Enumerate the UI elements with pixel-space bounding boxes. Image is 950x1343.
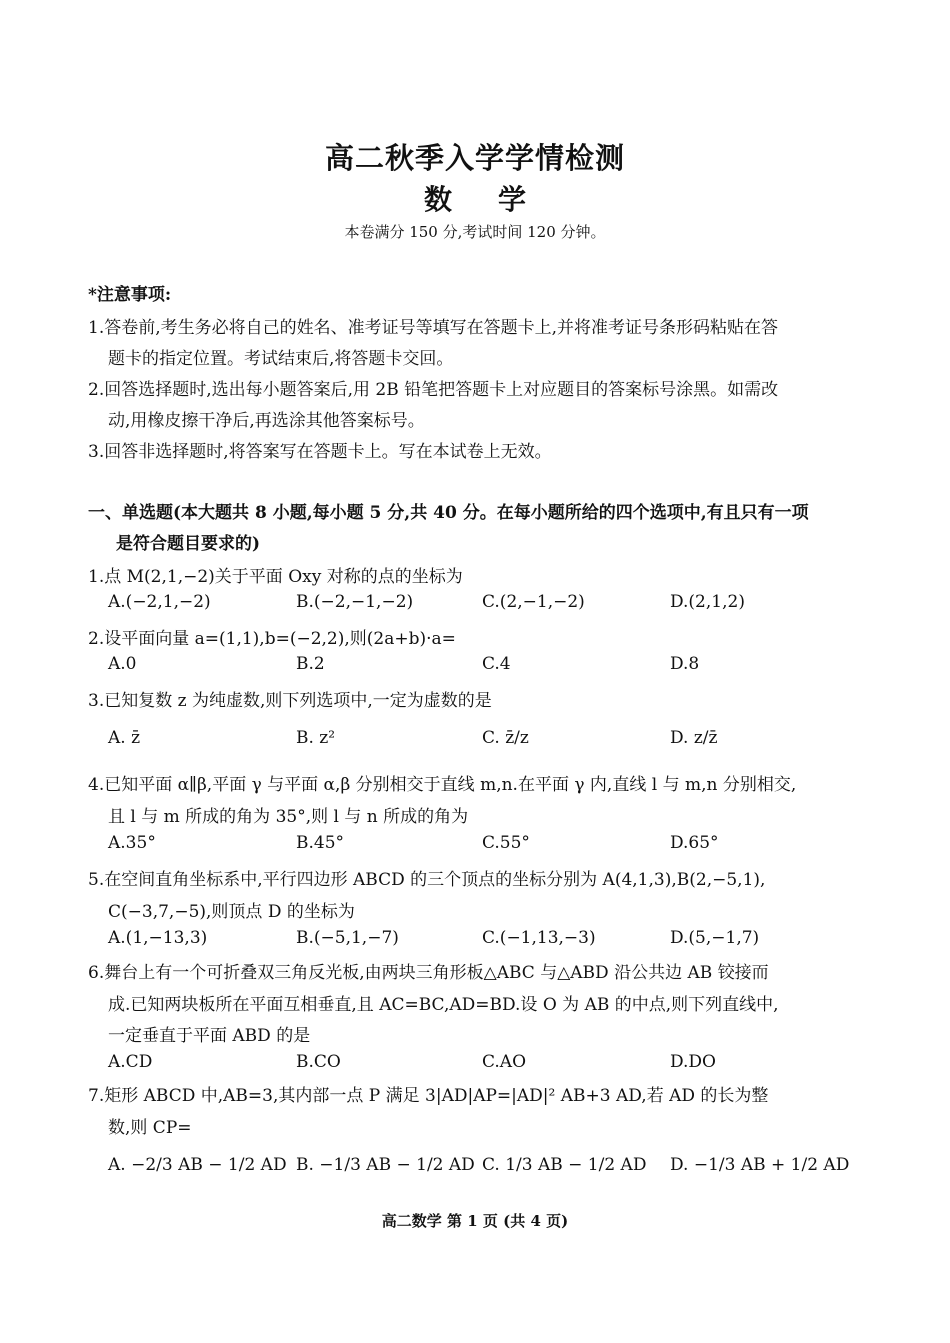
option-c: C. 1/3 AB − 1/2 AD xyxy=(482,1155,647,1175)
option-d: D.8 xyxy=(670,654,700,674)
options-row xyxy=(108,654,868,680)
notice-line: 动,用橡皮擦干净后,再选涂其他答案标号。 xyxy=(108,411,425,431)
notice-line: 题卡的指定位置。考试结束后,将答题卡交回。 xyxy=(108,349,454,369)
question-stem: 1.点 M(2,1,−2)关于平面 Oxy 对称的点的坐标为 xyxy=(88,567,463,587)
option-a: A.35° xyxy=(108,833,156,853)
question-3 xyxy=(88,686,868,766)
options-row xyxy=(108,928,868,954)
option-d: D. −1/3 AB + 1/2 AD xyxy=(670,1155,850,1175)
question-stem: 数,则 CP= xyxy=(108,1118,192,1138)
option-b: B.2 xyxy=(296,654,325,674)
notice-line: 2.回答选择题时,选出每小题答案后,用 2B 铅笔把答题卡上对应题目的答案标号涂黑。如需改 xyxy=(88,380,779,400)
page-footer: 高二数学 第 1 页 (共 4 页) xyxy=(381,1212,569,1230)
options-row xyxy=(108,1052,868,1078)
notice-line: 3.回答非选择题时,将答案写在答题卡上。写在本试卷上无效。 xyxy=(88,442,552,462)
option-c: C.(−1,13,−3) xyxy=(482,928,596,948)
notice-heading: *注意事项: xyxy=(88,285,172,305)
option-a: A.0 xyxy=(108,654,137,674)
question-stem: C(−3,7,−5),则顶点 D 的坐标为 xyxy=(108,902,355,922)
option-d: D.DO xyxy=(670,1052,716,1072)
question-5 xyxy=(88,865,868,955)
option-b: B. −1/3 AB − 1/2 AD xyxy=(296,1155,475,1175)
option-c: C.(2,−1,−2) xyxy=(482,592,585,612)
section-heading-line: 一、单选题(本大题共 8 小题,每小题 5 分,共 40 分。在每小题所给的四个选项中,有且只有一项 xyxy=(88,503,809,523)
question-4 xyxy=(88,770,868,860)
option-c: C.AO xyxy=(482,1052,527,1072)
question-stem: 2.设平面向量 a=(1,1),b=(−2,2),则(2a+b)·a= xyxy=(88,629,456,649)
option-b: B. z² xyxy=(296,728,336,748)
option-c: C.55° xyxy=(482,833,530,853)
section-heading xyxy=(88,498,868,558)
exam-subject: 数学 xyxy=(423,183,572,216)
option-b: B.CO xyxy=(296,1052,341,1072)
option-c: C. z̄/z xyxy=(482,728,529,748)
option-d: D.(2,1,2) xyxy=(670,592,745,612)
question-stem: 3.已知复数 z 为纯虚数,则下列选项中,一定为虚数的是 xyxy=(88,691,492,711)
option-d: D. z/z̄ xyxy=(670,728,718,748)
option-a: A. −2/3 AB − 1/2 AD xyxy=(108,1155,287,1175)
question-stem: 5.在空间直角坐标系中,平行四边形 ABCD 的三个顶点的坐标分别为 A(4,1,3),B(2,−5,1), xyxy=(88,870,766,890)
options-row xyxy=(108,833,868,859)
question-stem: 7.矩形 ABCD 中,AB=3,其内部一点 P 满足 3|AD|AP=|AD|² AB+3 AD,若 AD 的长为整 xyxy=(88,1086,769,1106)
option-c: C.4 xyxy=(482,654,511,674)
question-stem: 4.已知平面 α∥β,平面 γ 与平面 α,β 分别相交于直线 m,n.在平面 γ 内,直线 l 与 m,n 分别相交, xyxy=(88,775,797,795)
option-a: A.(−2,1,−2) xyxy=(108,592,211,612)
option-a: A.CD xyxy=(108,1052,153,1072)
score-time-line: 本卷满分 150 分,考试时间 120 分钟。 xyxy=(344,223,606,241)
question-1 xyxy=(88,562,868,622)
options-row xyxy=(108,728,868,754)
exam-title: 高二秋季入学学情检测 xyxy=(324,141,625,175)
option-a: A.(1,−13,3) xyxy=(108,928,208,948)
notice-section xyxy=(88,280,868,470)
option-a: A. z̄ xyxy=(108,728,141,748)
option-d: D.65° xyxy=(670,833,719,853)
section-heading-line: 是符合题目要求的) xyxy=(116,534,261,554)
notice-line: 1.答卷前,考生务必将自己的姓名、准考证号等填写在答题卡上,并将准考证号条形码粘贴在答 xyxy=(88,318,779,338)
question-7 xyxy=(88,1081,868,1191)
option-b: B.(−2,−1,−2) xyxy=(296,592,414,612)
question-2 xyxy=(88,624,868,684)
question-6 xyxy=(88,958,868,1078)
question-stem: 一定垂直于平面 ABD 的是 xyxy=(108,1026,311,1046)
question-stem: 成.已知两块板所在平面互相垂直,且 AC=BC,AD=BD.设 O 为 AB 的中点,则下列直线中, xyxy=(108,995,779,1015)
options-row xyxy=(108,1155,868,1181)
question-stem: 且 l 与 m 所成的角为 35°,则 l 与 n 所成的角为 xyxy=(108,807,469,827)
option-d: D.(5,−1,7) xyxy=(670,928,760,948)
options-row xyxy=(108,592,868,618)
question-stem: 6.舞台上有一个可折叠双三角反光板,由两块三角形板△ABC 与△ABD 沿公共边 AB 铰接而 xyxy=(88,963,769,983)
option-b: B.(−5,1,−7) xyxy=(296,928,399,948)
option-b: B.45° xyxy=(296,833,345,853)
